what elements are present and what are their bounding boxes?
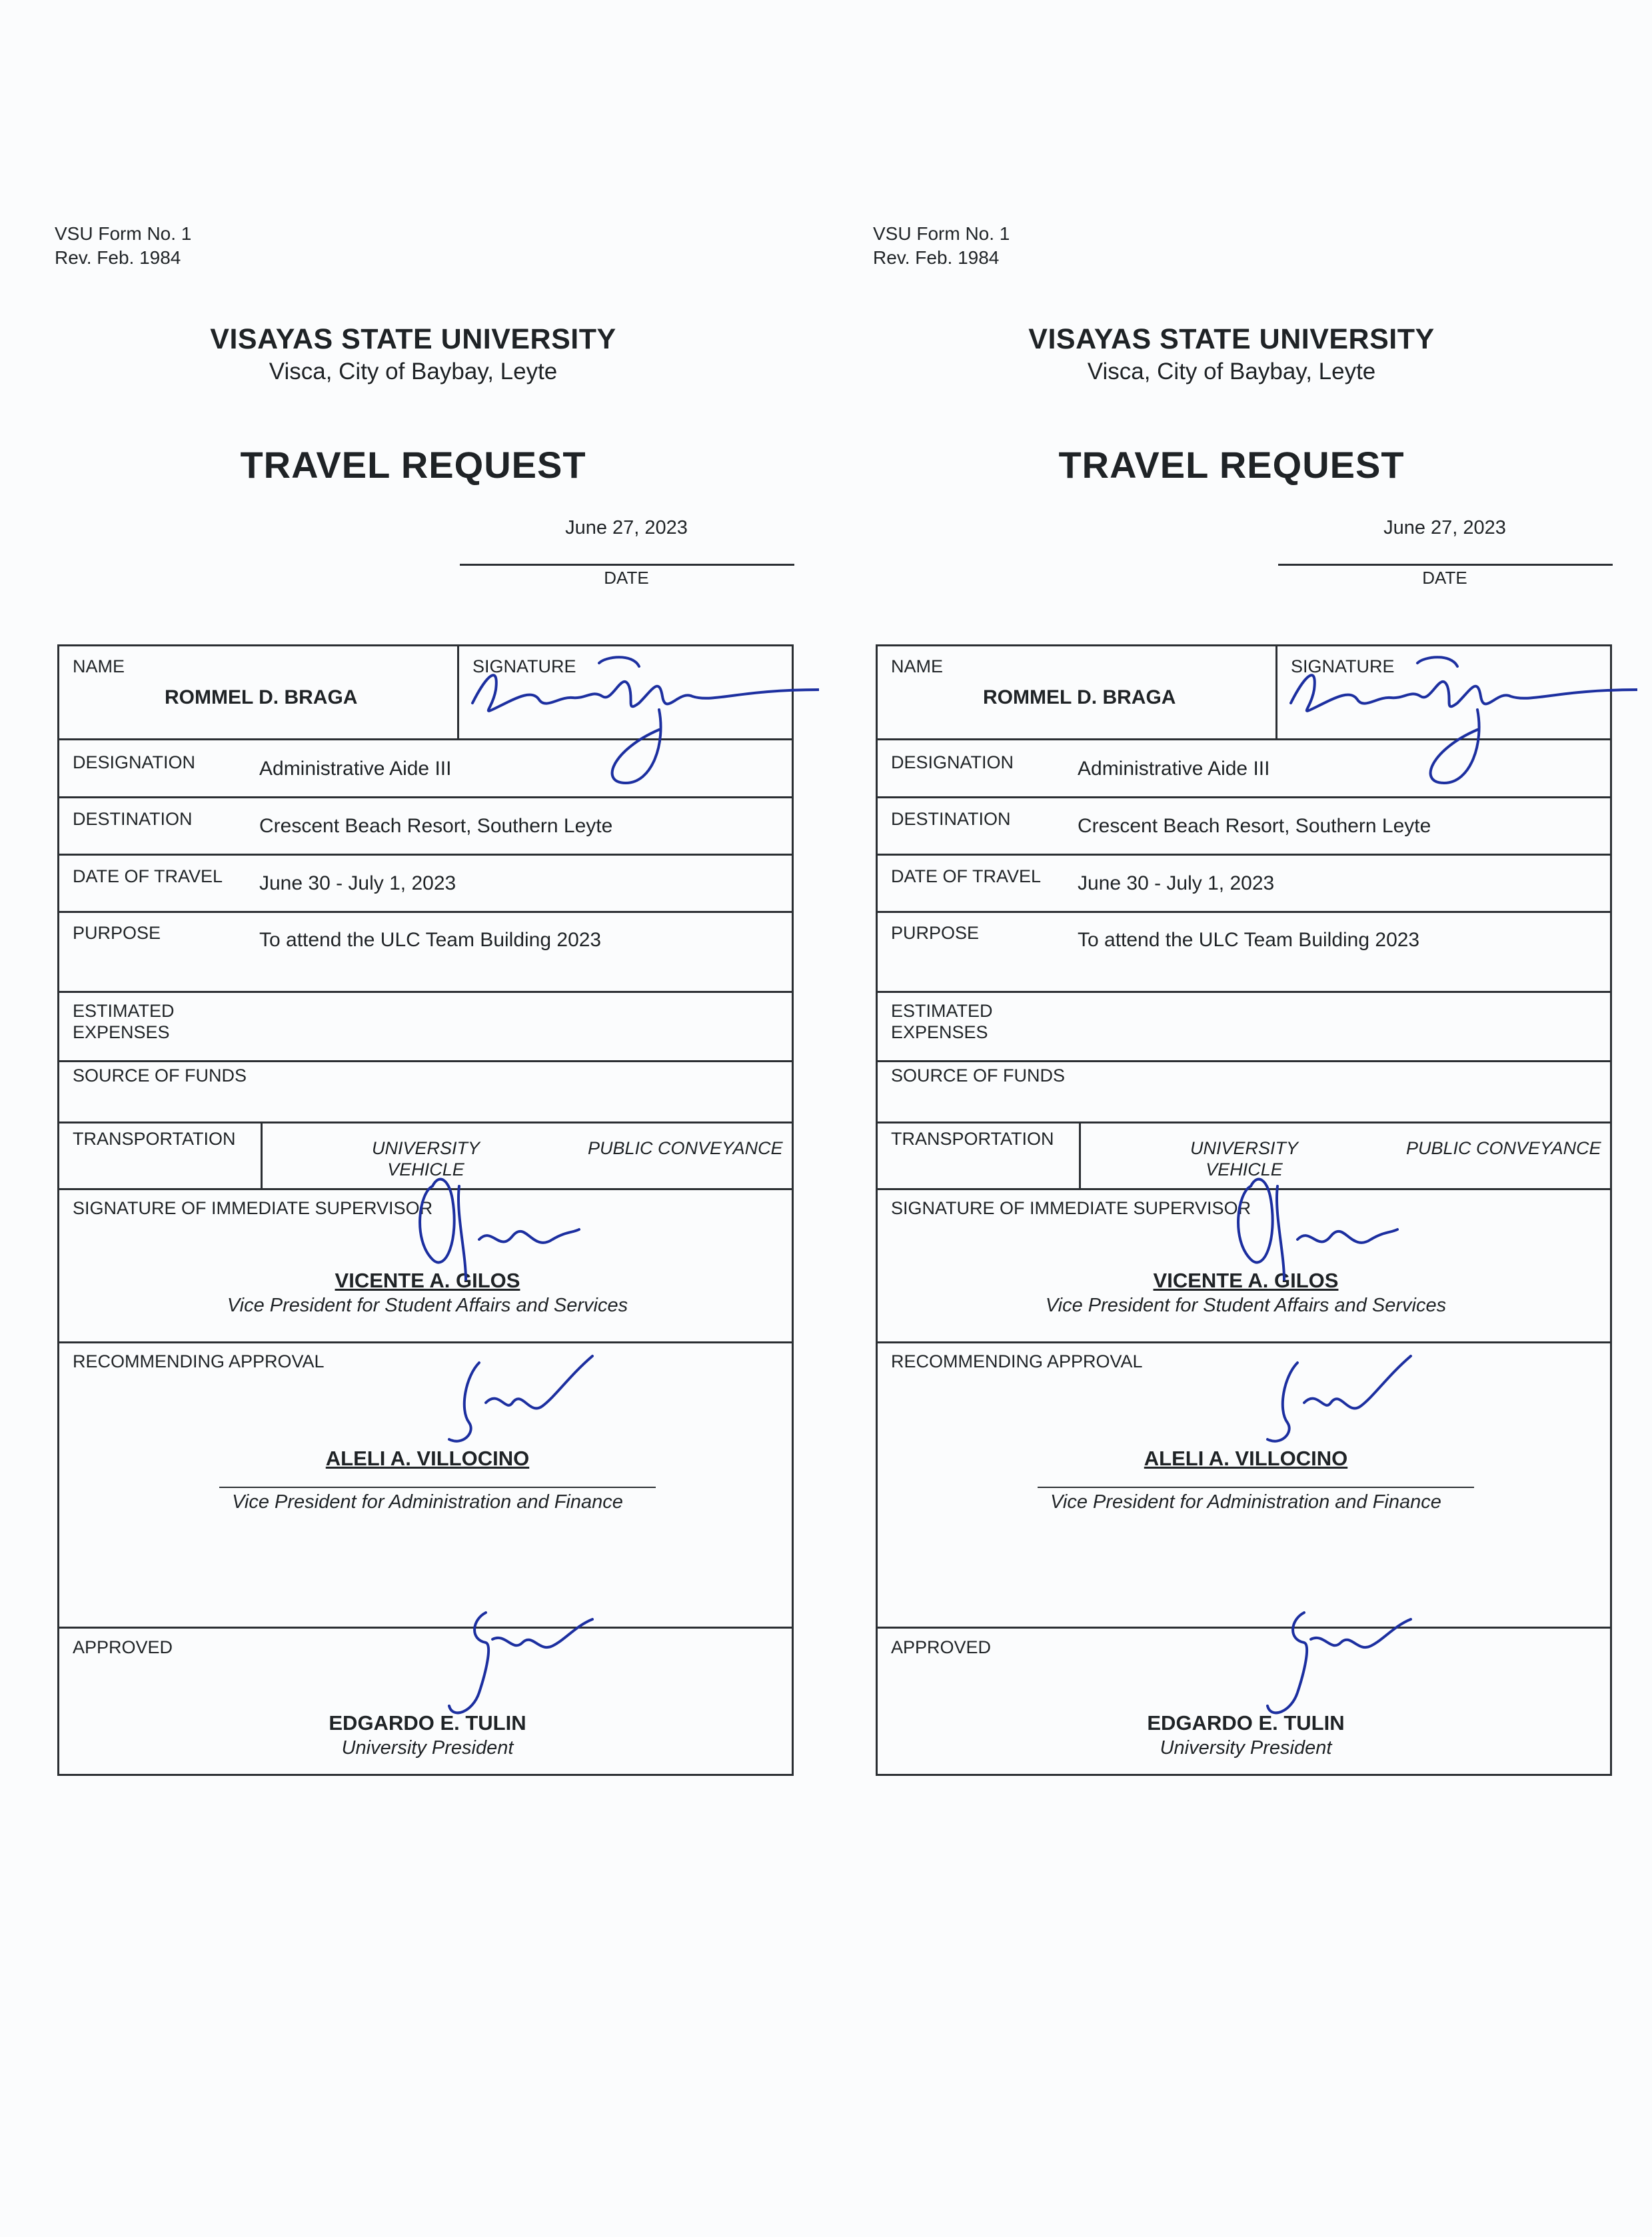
- form-number-text: VSU Form No. 1: [873, 223, 1010, 244]
- designation-value: Administrative Aide III: [1078, 758, 1270, 780]
- university-name: VISAYAS STATE UNIVERSITY: [1028, 323, 1435, 355]
- supervisor-label: SIGNATURE OF IMMEDIATE SUPERVISOR: [891, 1198, 1251, 1218]
- approved-label: APPROVED: [73, 1637, 173, 1657]
- estimated-label-line1: ESTIMATED: [891, 1001, 993, 1021]
- recommending-underline: [219, 1487, 656, 1488]
- approved-title: University President: [1160, 1737, 1332, 1759]
- transport-option1-line1: UNIVERSITY: [371, 1138, 480, 1158]
- col-divider: [457, 646, 459, 738]
- approved-signature: [393, 1593, 619, 1726]
- university-address: Visca, City of Baybay, Leyte: [1087, 359, 1376, 384]
- row-divider: [59, 1627, 792, 1629]
- date-of-travel-label: DATE OF TRAVEL: [73, 866, 223, 886]
- destination-label: DESTINATION: [891, 809, 1011, 829]
- recommending-name-text: ALELI A. VILLOCINO: [1144, 1447, 1348, 1470]
- recommending-signature: [406, 1349, 619, 1463]
- transport-option-university-vehicle: [1158, 1137, 1331, 1180]
- source-of-funds-label: SOURCE OF FUNDS: [891, 1066, 1066, 1086]
- designation-label: DESIGNATION: [891, 752, 1014, 772]
- request-date-label: DATE: [604, 568, 649, 588]
- recommending-name-text: ALELI A. VILLOCINO: [325, 1447, 530, 1470]
- date-underline: [460, 564, 794, 566]
- row-divider: [878, 738, 1610, 740]
- col-divider: [261, 1121, 263, 1188]
- recommending-approval-label: RECOMMENDING APPROVAL: [891, 1351, 1143, 1371]
- estimated-label-line2: EXPENSES: [73, 1022, 170, 1042]
- travel-request-form-right: [818, 0, 1618, 2237]
- name-value: ROMMEL D. BRAGA: [983, 686, 1176, 708]
- recommending-title: Vice President for Administration and Finance: [1050, 1491, 1441, 1513]
- row-divider: [878, 796, 1610, 798]
- supervisor-label: SIGNATURE OF IMMEDIATE SUPERVISOR: [73, 1198, 433, 1218]
- form-revision-text: Rev. Feb. 1984: [873, 247, 1000, 268]
- destination-value: Crescent Beach Resort, Southern Leyte: [259, 815, 613, 837]
- form-title: TRAVEL REQUEST: [1058, 444, 1405, 486]
- form-number: [873, 222, 1010, 270]
- request-date-label: DATE: [1422, 568, 1467, 588]
- approved-signature: [1211, 1593, 1437, 1726]
- approved-label: APPROVED: [891, 1637, 992, 1657]
- name-label: NAME: [891, 656, 944, 676]
- transport-option-public-conveyance: PUBLIC CONVEYANCE: [588, 1138, 783, 1158]
- name-value: ROMMEL D. BRAGA: [165, 686, 358, 708]
- university-address: Visca, City of Baybay, Leyte: [269, 359, 558, 384]
- purpose-value: To attend the ULC Team Building 2023: [259, 929, 602, 951]
- transport-option-university-vehicle: [339, 1137, 512, 1180]
- purpose-label: PURPOSE: [891, 923, 980, 943]
- request-date-value: June 27, 2023: [1383, 517, 1506, 538]
- signature-label: SIGNATURE: [1291, 656, 1395, 676]
- form-number-text: VSU Form No. 1: [55, 223, 192, 244]
- recommending-approval-label: RECOMMENDING APPROVAL: [73, 1351, 325, 1371]
- recommending-name: [878, 1447, 1614, 1471]
- approved-name: EDGARDO E. TULIN: [329, 1711, 526, 1735]
- row-divider: [59, 911, 792, 913]
- transport-option1-line1: UNIVERSITY: [1190, 1138, 1299, 1158]
- purpose-label: PURPOSE: [73, 923, 161, 943]
- destination-value: Crescent Beach Resort, Southern Leyte: [1078, 815, 1431, 837]
- form-title: TRAVEL REQUEST: [240, 444, 586, 486]
- recommending-underline: [1038, 1487, 1474, 1488]
- row-divider: [59, 991, 792, 993]
- col-divider: [1275, 646, 1277, 738]
- row-divider: [59, 1341, 792, 1343]
- approved-title: University President: [341, 1737, 514, 1759]
- row-divider: [878, 911, 1610, 913]
- date-of-travel-label: DATE OF TRAVEL: [891, 866, 1042, 886]
- request-table: [57, 644, 794, 1776]
- row-divider: [878, 991, 1610, 993]
- row-divider: [59, 1188, 792, 1190]
- request-date-value: June 27, 2023: [565, 517, 688, 538]
- row-divider: [59, 854, 792, 856]
- supervisor-title: Vice President for Student Affairs and Services: [1045, 1295, 1447, 1316]
- travel-request-form-left: [0, 0, 800, 2237]
- name-label: NAME: [73, 656, 125, 676]
- source-of-funds-label: SOURCE OF FUNDS: [73, 1066, 247, 1086]
- supervisor-name: [878, 1269, 1614, 1293]
- row-divider: [878, 1060, 1610, 1062]
- row-divider: [59, 738, 792, 740]
- transportation-label: TRANSPORTATION: [891, 1129, 1054, 1149]
- approved-name: EDGARDO E. TULIN: [1147, 1711, 1345, 1735]
- col-divider: [1079, 1121, 1081, 1188]
- row-divider: [878, 1627, 1610, 1629]
- supervisor-title: Vice President for Student Affairs and Services: [227, 1295, 628, 1316]
- transport-option-public-conveyance: PUBLIC CONVEYANCE: [1406, 1138, 1601, 1158]
- destination-label: DESTINATION: [73, 809, 193, 829]
- recommending-title: Vice President for Administration and Finance: [232, 1491, 623, 1513]
- date-underline: [1278, 564, 1613, 566]
- row-divider: [878, 1341, 1610, 1343]
- supervisor-name: [59, 1269, 796, 1293]
- row-divider: [878, 1121, 1610, 1123]
- date-of-travel-value: June 30 - July 1, 2023: [1078, 872, 1275, 894]
- recommending-name: [59, 1447, 796, 1471]
- estimated-label-line2: EXPENSES: [891, 1022, 988, 1042]
- row-divider: [59, 1121, 792, 1123]
- supervisor-name-text: VICENTE A. GILOS: [335, 1269, 520, 1292]
- supervisor-name-text: VICENTE A. GILOS: [1153, 1269, 1339, 1292]
- designation-value: Administrative Aide III: [259, 758, 452, 780]
- estimated-expenses-label: [891, 1000, 993, 1043]
- form-revision-text: Rev. Feb. 1984: [55, 247, 181, 268]
- transport-option1-line2: VEHICLE: [387, 1159, 464, 1179]
- request-table: [876, 644, 1612, 1776]
- university-header: [818, 323, 1645, 385]
- university-name: VISAYAS STATE UNIVERSITY: [210, 323, 616, 355]
- row-divider: [878, 1188, 1610, 1190]
- estimated-expenses-label: [73, 1000, 175, 1043]
- designation-label: DESIGNATION: [73, 752, 196, 772]
- university-header: [0, 323, 826, 385]
- transport-option1-line2: VEHICLE: [1206, 1159, 1283, 1179]
- recommending-signature: [1224, 1349, 1437, 1463]
- purpose-value: To attend the ULC Team Building 2023: [1078, 929, 1420, 951]
- transportation-label: TRANSPORTATION: [73, 1129, 236, 1149]
- date-of-travel-value: June 30 - July 1, 2023: [259, 872, 456, 894]
- row-divider: [878, 854, 1610, 856]
- row-divider: [59, 796, 792, 798]
- form-number: [55, 222, 191, 270]
- estimated-label-line1: ESTIMATED: [73, 1001, 175, 1021]
- signature-label: SIGNATURE: [472, 656, 576, 676]
- row-divider: [59, 1060, 792, 1062]
